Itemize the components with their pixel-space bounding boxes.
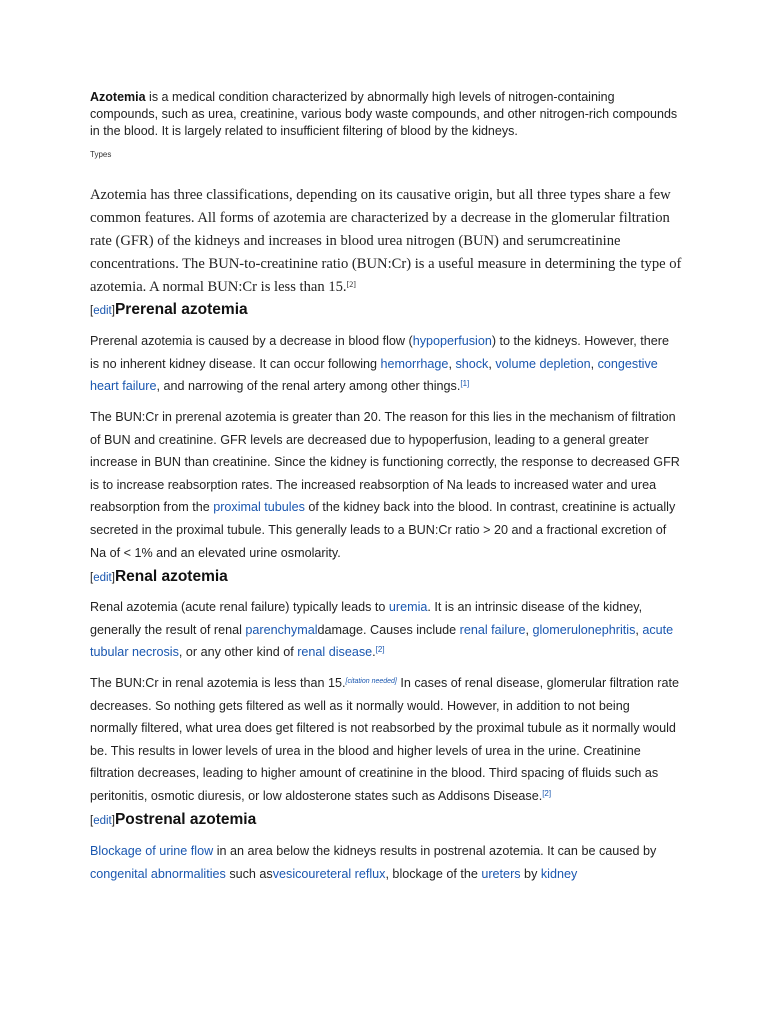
text-run: , or any other kind of [178,645,298,660]
intro-paragraph [90,89,680,140]
link-blockage-of-urine-flow[interactable]: Blockage of urine flow [90,844,214,858]
text-run: of the kidney back into the blood. In contrast, creatinine is actually secreted in the proximal tubule. This generally leads to a BUN:Cr ratio > 20 and a fractional excretion of Na of < 1% and an elevated urine osmolarity. [90,500,676,560]
link-volume-depletion[interactable]: volume depletion [495,356,591,371]
link-parenchymal[interactable]: parenchymal [245,622,318,637]
link-vesicoureteral-reflux[interactable]: vesicoureteral reflux [272,866,386,881]
heading-renal [90,567,680,588]
link-acute-tubular-necrosis[interactable]: acute tubular necrosis [90,622,674,660]
text-run: . [372,645,376,660]
text-run: The BUN:Cr in renal azotemia is less than 15. [90,676,346,690]
text-run: , [488,356,496,371]
link-renal-failure[interactable]: renal failure [459,622,526,637]
classification-paragraph [90,184,685,299]
intro-term: Azotemia [90,90,146,104]
link-uremia[interactable]: uremia [388,600,428,614]
text-run: . It is an intrinsic disease of the kidney, generally the result of renal [90,600,643,637]
text-run: ) to the kidneys. However, there is no inherent kidney disease. It can occur following [90,334,669,371]
link-hypoperfusion[interactable]: hypoperfusion [412,334,492,348]
classification-text: Azotemia has three classifications, depending on its causative origin, but all three types share a few common features. All forms of azotemia are characterized by a decrease in the glomerular filtration rate (GFR) of the kidneys and increases in blood urea nitrogen (BUN) and serumcreatinine concentrations. The BUN-to-creatinine ratio (BUN:Cr) is a useful measure in determining the type of azotemia. A normal BUN:Cr is less than 15. [90,187,682,295]
heading-prerenal [90,300,680,321]
postrenal-paragraph-1 [90,840,680,885]
text-run: , [590,356,598,371]
text-run: , [635,622,643,637]
prerenal-paragraph-1 [90,330,680,398]
edit-link-prerenal[interactable]: [edit] [90,305,115,317]
prerenal-paragraph-2 [90,406,680,564]
renal-paragraph-1 [90,596,680,664]
text-run: such as [225,866,273,881]
text-run: Renal azotemia (acute renal failure) typically leads to [90,600,389,614]
link-shock[interactable]: shock [455,356,489,371]
text-run: , blockage of the [385,866,482,881]
text-run: Prerenal azotemia is caused by a decrease in blood flow ( [90,334,413,348]
link-congestive-heart-failure[interactable]: congestive heart failure [90,356,658,394]
link-kidney[interactable]: kidney [540,866,578,881]
link-ureters[interactable]: ureters [481,866,521,881]
text-run: , [525,622,533,637]
link-hemorrhage[interactable]: hemorrhage [380,356,449,371]
edit-link-postrenal[interactable]: [edit] [90,815,115,827]
intro-text: is a medical condition characterized by abnormally high levels of nitrogen-containing compounds, such as urea, creatinine, various body waste compounds, and other nitrogen-rich compounds in the blood. It is largely related to insufficient filtering of blood by the kidneys. [90,90,678,138]
heading-renal-text: Renal azotemia [114,568,228,585]
citation-needed-link[interactable]: [citation needed] [345,678,397,685]
heading-postrenal [90,810,680,831]
ref-link[interactable]: [1] [460,379,470,389]
text-run: damage. Causes include [317,622,460,637]
edit-link-renal[interactable]: [edit] [90,572,115,584]
types-label: Types [90,150,112,159]
link-congenital-abnormalities[interactable]: congenital abnormalities [90,866,226,881]
ref-link[interactable]: [2] [542,788,552,798]
heading-prerenal-text: Prerenal azotemia [114,301,248,318]
renal-paragraph-2 [90,672,680,808]
classification-ref[interactable]: [2] [346,280,356,289]
link-glomerulonephritis[interactable]: glomerulonephritis [532,622,636,637]
link-proximal-tubules[interactable]: proximal tubules [213,500,305,515]
text-run: by [520,866,541,881]
link-renal-disease[interactable]: renal disease [297,645,373,660]
heading-postrenal-text: Postrenal azotemia [114,811,257,828]
text-run: , [448,356,456,371]
text-run: In cases of renal disease, glomerular filtration rate decreases. So nothing gets filtered as well as it normally would. However, in addition to not being normally filtered, what urea does get filtered is not reabsorbed by the proximal tubule as it normally would be. This results in lower levels of urea in the blood and higher levels of urea in the urine. Creatinine filtration decreases, leading to higher amount of creatinine in the blood. Third spacing of fluids such as peritonitis, osmotic diuresis, or low aldosterone states such as Addisons Disease. [90,676,679,803]
text-run: , and narrowing of the renal artery among other things. [156,379,461,394]
text-run: The BUN:Cr in prerenal azotemia is greater than 20. The reason for this lies in the mechanism of filtration of BUN and creatinine. GFR levels are decreased due to hypoperfusion, leading to a general greater increase in BUN than creatinine. Since the kidney is functioning correctly, the response to decreased GFR is to increase reabsorption rates. The increased reabsorption of Na leads to increased water and urea reabsorption from the [90,410,680,515]
text-run: in an area below the kidneys results in postrenal azotemia. It can be caused by [213,844,657,858]
ref-link[interactable]: [2] [375,645,385,655]
